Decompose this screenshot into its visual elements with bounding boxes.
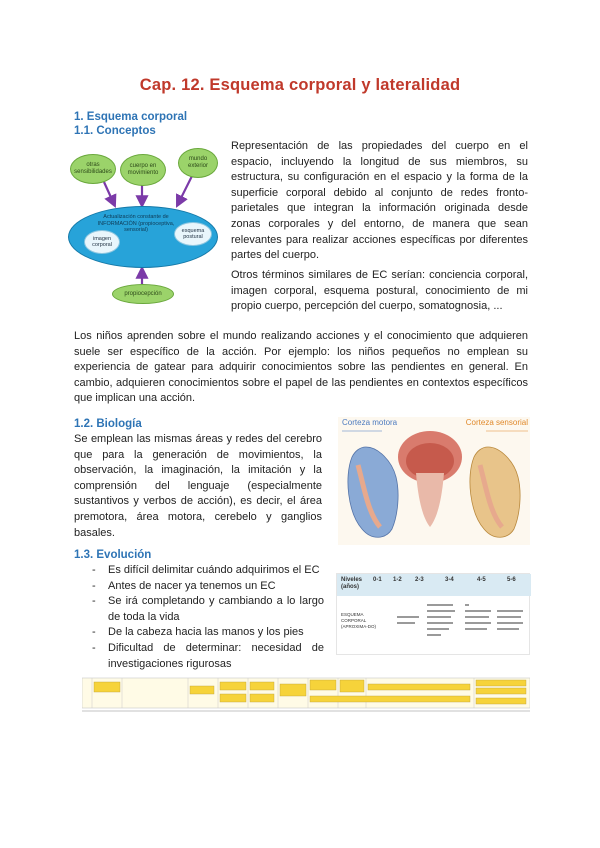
page-title: Cap. 12. Esquema corporal y lateralidad [139, 76, 461, 94]
other-terms-paragraph: Otros términos similares de EC serían: conciencia corporal, imagen corporal, esquema postural, conocimiento de mi propio cuerpo, percepción del cuerpo, somatognosia, ... [231, 269, 528, 313]
age-header: 2-3 [415, 577, 424, 583]
levels-header: Niveles (años) [341, 577, 363, 590]
bottom-table-image [82, 676, 530, 714]
motor-cortex-label: Corteza motora [342, 418, 398, 427]
brain-drawing [338, 417, 530, 545]
subsection-heading-biologia: 1.2. Biología [74, 418, 142, 430]
subsection-heading-evolucion: 1.3. Evolución [74, 549, 152, 561]
subsection-heading-conceptos: 1.1. Conceptos [74, 125, 156, 137]
definition-paragraph: Representación de las propiedades del cuerpo en el espacio, incluyendo la longitud de sus miembros, su estructura, su configuración en el espacio y la forma de la superficie corporal debido al conjunto de redes fronto-parietales que integran la información originada desde zonas corporales y del entorno, de manera que sean relevantes para realizar acciones específicas por diferentes partes del cuerpo. [231, 140, 528, 262]
list-item: - Se irá completando y cambiando a lo largo de toda la vida [92, 595, 324, 623]
brain-illustration [338, 417, 530, 545]
list-item: - Dificultad de determinar: necesidad de investigaciones rigurosas [92, 641, 324, 670]
age-header: 4-5 [477, 577, 486, 583]
list-dash: - [92, 626, 96, 639]
list-item: - Antes de nacer ya tenemos un EC [92, 579, 324, 595]
concept-diagram [64, 148, 224, 308]
inner-bubble-body-image: imagen corporal [84, 230, 120, 254]
list-dash: - [92, 564, 96, 576]
bubble-proprioception: propiocepción [112, 284, 174, 304]
list-dash: - [92, 579, 96, 592]
list-item: - Es difícil delimitar cuándo adquirimos el EC [92, 563, 324, 579]
age-header: 1-2 [393, 577, 402, 583]
inner-bubble-postural-schema: esquema postural [174, 222, 212, 246]
bottom-table-drawing [82, 676, 530, 714]
list-item: - De la cabeza hacia las manos y los pies [92, 625, 324, 641]
evolution-list [92, 563, 324, 672]
list-dash: - [92, 641, 96, 654]
biology-paragraph: Se emplean las mismas áreas y redes del cerebro que para la generación de movimientos, la observación, la imaginación, la imitación y la comprensión del lenguaje (especialmente sustantivos y verbos de acción), es decir, el área premotora, área motora, cerebelo y ganglios basales. [74, 433, 322, 539]
bubble-body-in-movement: cuerpo en movimiento [120, 154, 166, 186]
section-heading-esquema-corporal: 1. Esquema corporal [74, 111, 188, 123]
evolution-table-image [336, 573, 530, 655]
center-label: Actualización constante de INFORMACIÓN (propioceptiva, sensorial) [97, 214, 175, 233]
evolution-table-faded-cells [337, 574, 531, 656]
children-paragraph: Los niños aprenden sobre el mundo realizando acciones y el conocimiento que adquieren suele ser específico de la acción. Por ejemplo: los niños pequeños no emplean su experiencia de gatear para adquirir conocimientos sobre las pendientes en general. En cambio, adquieren conocimientos sobre el papel de las pendientes en contextos específicos que implican una acción. [74, 330, 528, 405]
age-header: 5-6 [507, 577, 516, 583]
sensory-cortex-label: Corteza sensorial [465, 418, 528, 427]
list-dash: - [92, 595, 96, 608]
bubble-other-sensibilities: otras sensibilidades [70, 154, 116, 184]
bubble-outside-world: mundo exterior [178, 148, 218, 178]
age-header: 0-1 [373, 577, 382, 583]
age-header: 3-4 [445, 577, 454, 583]
evolution-row-label: ESQUEMA CORPORAL (APROXIMA-DO) [341, 612, 377, 629]
